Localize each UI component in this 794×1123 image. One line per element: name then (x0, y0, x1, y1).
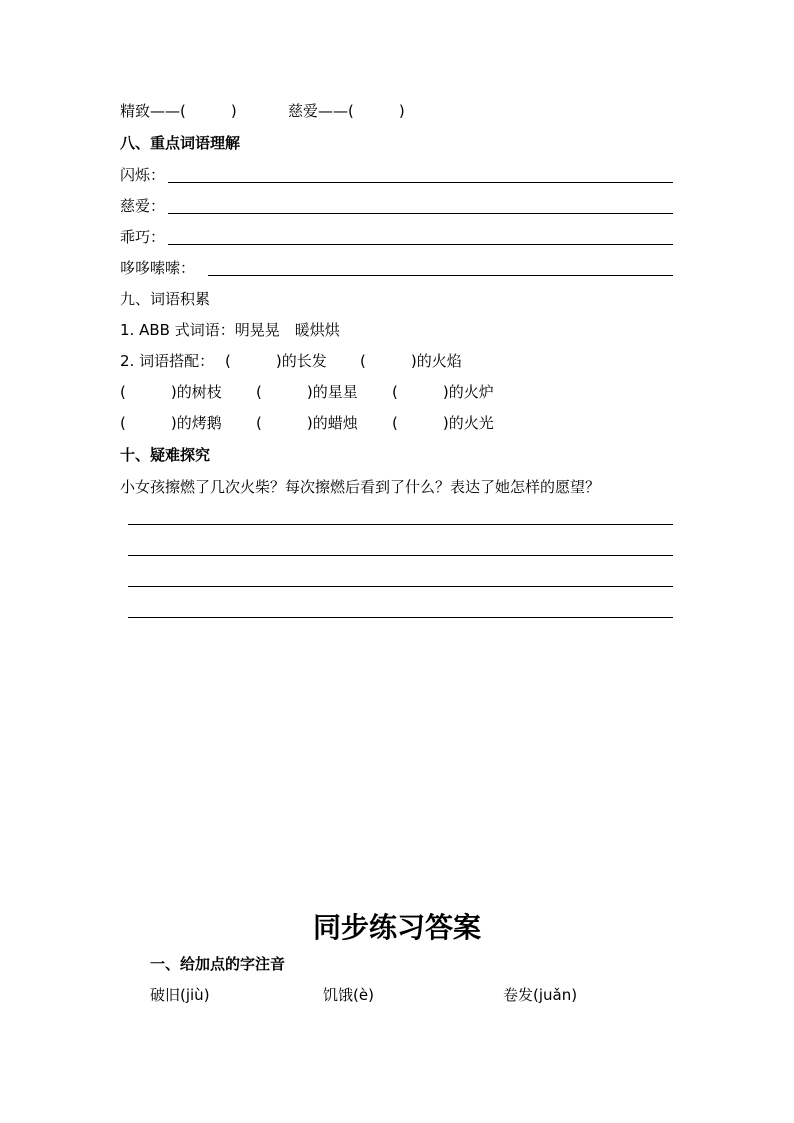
abb-words: 1. ABB 式词语：明晃晃 暖烘烘 (120, 321, 340, 339)
answer-item: 卷发(juǎn) (503, 986, 578, 1004)
answer-item: 饥饿(è) (323, 986, 374, 1004)
collocation-item: ( )的星星 (256, 383, 358, 401)
answer-line-ciai[interactable] (168, 213, 673, 214)
collocation-item: ( )的火焰 (360, 352, 462, 370)
word-label-shanshuo: 闪烁： (120, 166, 166, 184)
word-label-ciai: 慈爱： (120, 197, 166, 215)
answer-line[interactable] (128, 555, 673, 556)
collocation-label: 2. 词语搭配： (120, 352, 215, 370)
synonym-item-jingzhi: 精致——( ) (120, 102, 237, 120)
answer-item: 破旧(jiù) (150, 986, 210, 1004)
collocation-item: ( )的烤鹅 (120, 414, 222, 432)
answer-line-guaiqiao[interactable] (168, 244, 673, 245)
answer-line[interactable] (128, 524, 673, 525)
section-heading-8: 八、重点词语理解 (120, 134, 241, 152)
answers-title: 同步练习答案 (312, 911, 481, 944)
question-text: 小女孩擦燃了几次火柴？每次擦燃后看到了什么？表达了她怎样的愿望？ (120, 478, 601, 496)
section-heading-9: 九、词语积累 (120, 290, 211, 308)
synonym-item-ciai: 慈爱——( ) (288, 102, 405, 120)
answer-line[interactable] (128, 617, 673, 618)
collocation-item: ( )的长发 (225, 352, 327, 370)
word-label-guaiqiao: 乖巧： (120, 228, 166, 246)
collocation-item: ( )的火光 (392, 414, 494, 432)
answer-line[interactable] (128, 586, 673, 587)
section-heading-10: 十、疑难探究 (120, 446, 211, 464)
answers-section-heading-1: 一、给加点的字注音 (150, 955, 286, 973)
collocation-item: ( )的火炉 (392, 383, 494, 401)
answer-line-shanshuo[interactable] (168, 182, 673, 183)
word-label-duoduosuosuo: 哆哆嗦嗦： (120, 259, 196, 277)
answer-line-duoduosuosuo[interactable] (208, 275, 673, 276)
collocation-item: ( )的蜡烛 (256, 414, 358, 432)
collocation-item: ( )的树枝 (120, 383, 222, 401)
